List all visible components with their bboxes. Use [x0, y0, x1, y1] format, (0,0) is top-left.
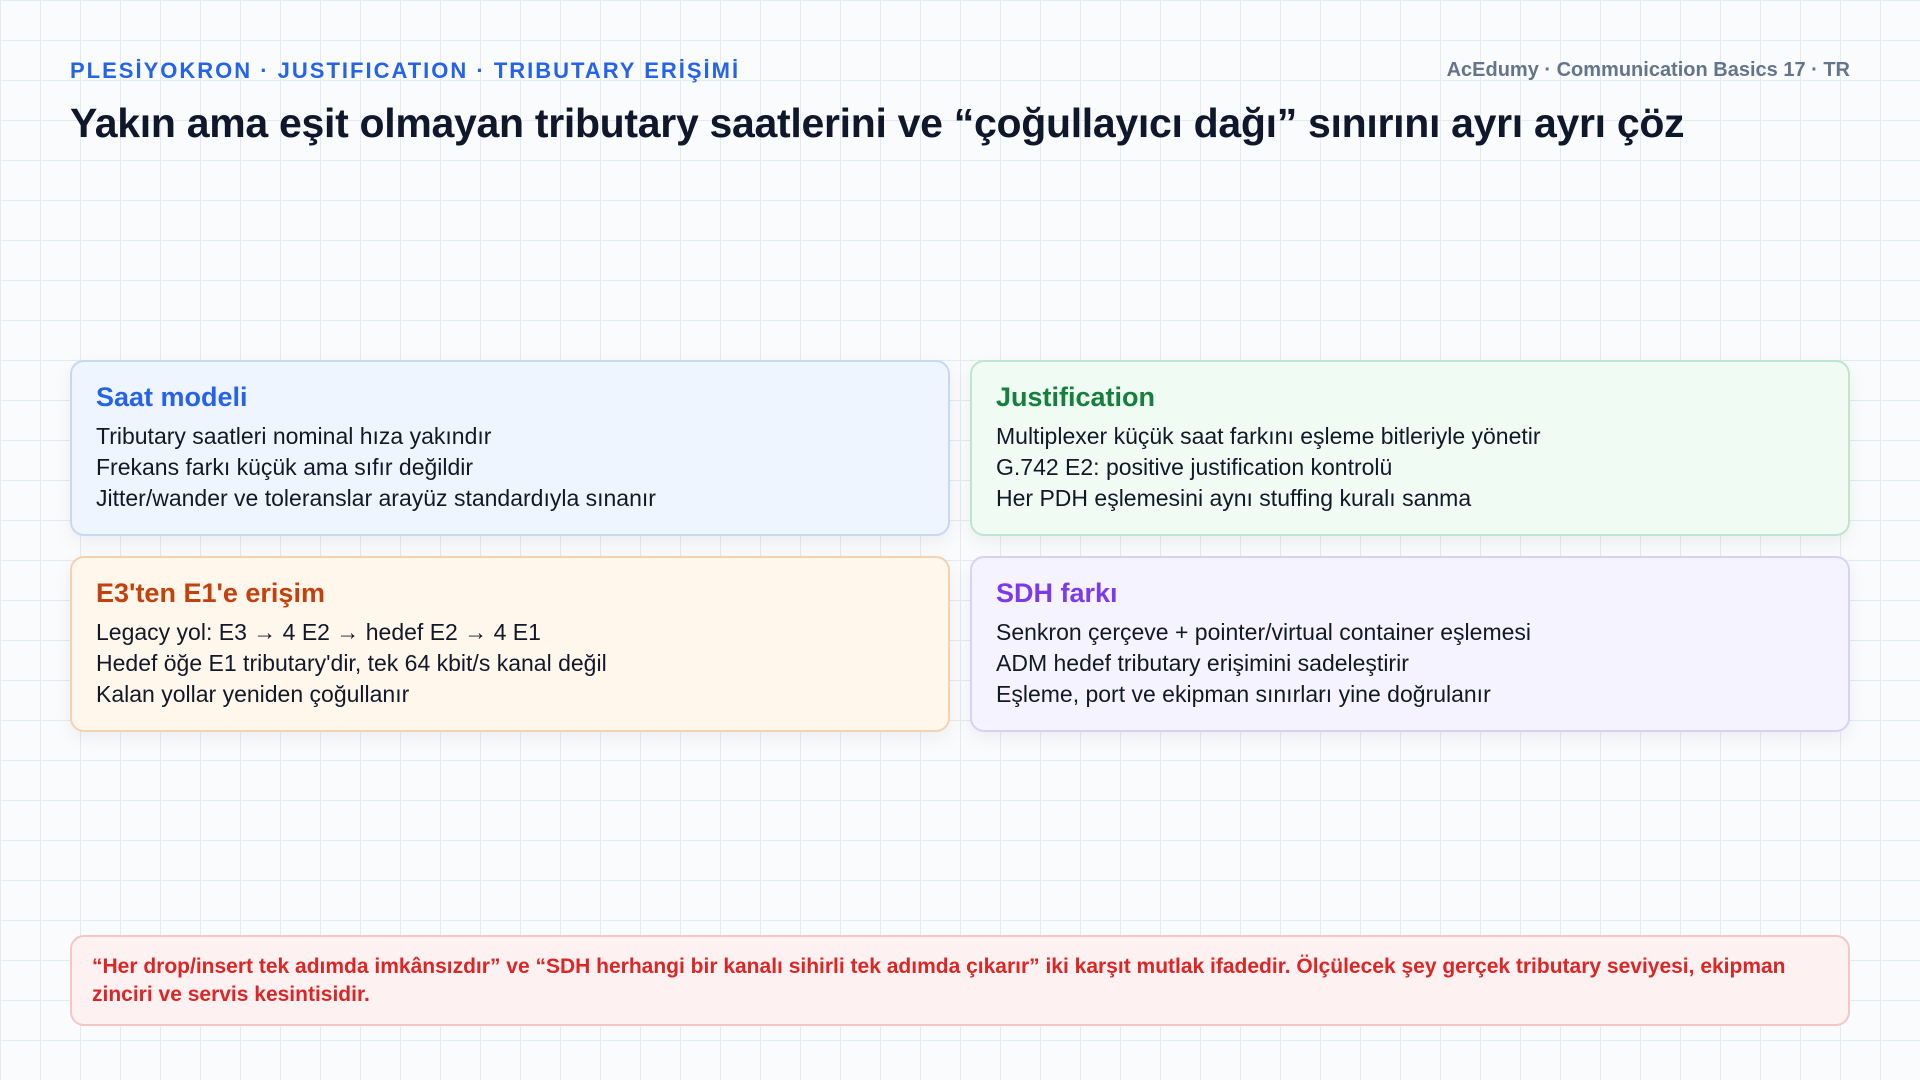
- card-line: ADM hedef tributary erişimini sadeleştirir: [996, 650, 1409, 676]
- card-line: Eşleme, port ve ekipman sınırları yine doğrulanır: [996, 681, 1491, 707]
- card-clock-model: [70, 360, 950, 536]
- card-line: Multiplexer küçük saat farkını eşleme bitleriyle yönetir: [996, 423, 1541, 449]
- card-title: Justification: [996, 382, 1156, 412]
- card-sdh-difference: [970, 556, 1850, 732]
- card-title: Saat modeli: [96, 382, 248, 412]
- card-line: Senkron çerçeve + pointer/virtual container eşlemesi: [996, 619, 1532, 645]
- warning-callout: “Her drop/insert tek adımda imkânsızdır” ve “SDH herhangi bir kanalı sihirli tek adımda çıkarır” iki karşıt mutlak ifadedir. Ölçülecek şey gerçek tributary seviyesi, ekipman zinciri ve servis kesintisidir.: [70, 935, 1850, 1026]
- section-eyebrow: PLESİYOKRON · JUSTIFICATION · TRIBUTARY ERİŞİMİ: [70, 58, 741, 83]
- card-line: Kalan yollar yeniden çoğullanır: [96, 681, 410, 707]
- card-title: SDH farkı: [996, 578, 1118, 608]
- card-line: G.742 E2: positive justification kontrolü: [996, 454, 1393, 480]
- card-list: [996, 617, 1824, 710]
- card-e3-to-e1-access: [70, 556, 950, 732]
- page-title: Yakın ama eşit olmayan tributary saatlerini ve “çoğullayıcı dağı” sınırını ayrı ayrı çöz: [70, 100, 1685, 146]
- card-title: E3'ten E1'e erişim: [96, 578, 325, 608]
- card-line: Hedef öğe E1 tributary'dir, tek 64 kbit/s kanal değil: [96, 650, 607, 676]
- card-line: Frekans farkı küçük ama sıfır değildir: [96, 454, 474, 480]
- card-grid: [70, 360, 1850, 732]
- card-list: [996, 421, 1824, 514]
- card-line: Her PDH eşlemesini aynı stuffing kuralı sanma: [996, 485, 1472, 511]
- card-justification: [970, 360, 1850, 536]
- card-line: Tributary saatleri nominal hıza yakındır: [96, 423, 492, 449]
- card-line: Legacy yol: E3 → 4 E2 → hedef E2 → 4 E1: [96, 619, 541, 645]
- card-list: [96, 617, 924, 710]
- card-list: [96, 421, 924, 514]
- card-line: Jitter/wander ve toleranslar arayüz standardıyla sınanır: [96, 485, 656, 511]
- brand-label: AcEdumy · Communication Basics 17 · TR: [1446, 59, 1850, 81]
